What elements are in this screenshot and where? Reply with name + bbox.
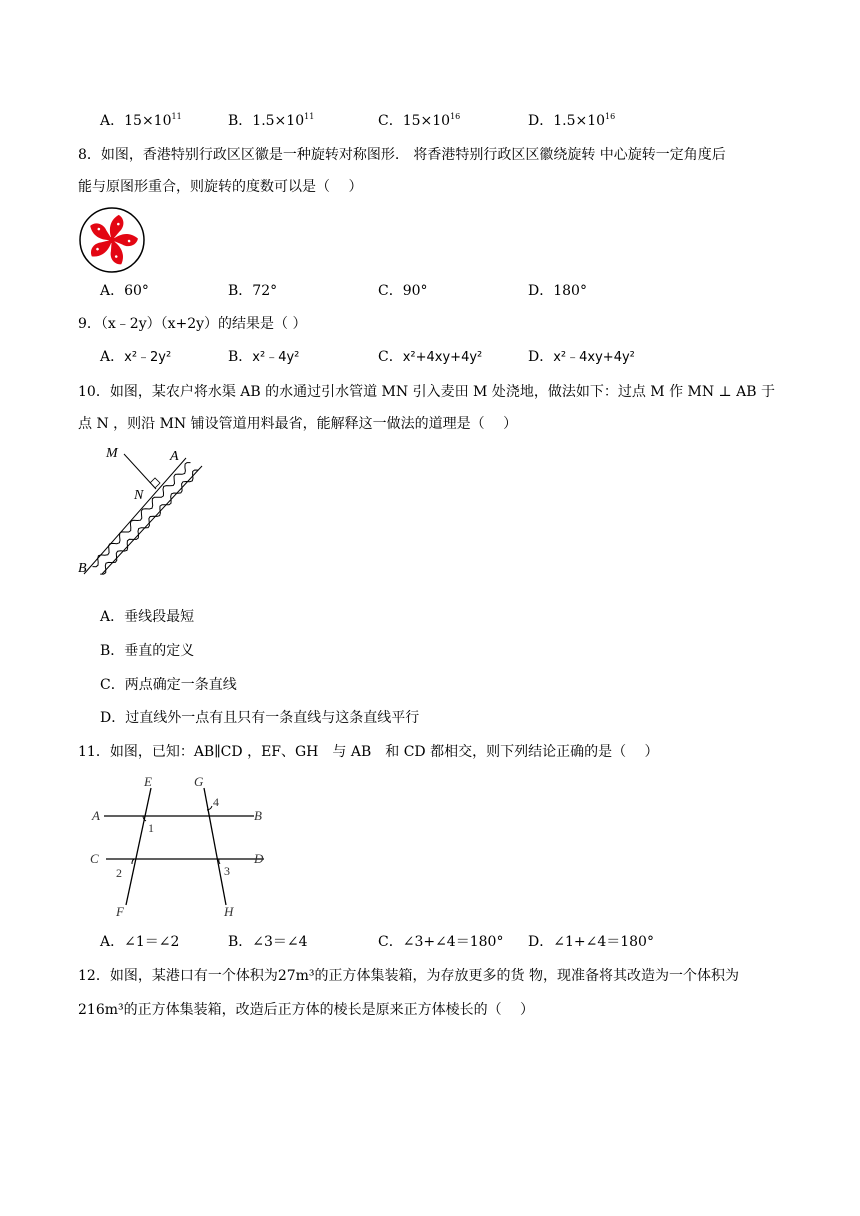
label-a: A [170, 449, 179, 464]
q10-option-a[interactable]: A．垂线段最短 [100, 609, 195, 625]
label-d: D [254, 851, 264, 866]
angle-4-label: 4 [213, 795, 219, 809]
q7-option-d[interactable]: D．$1.5\times 10^{16}$ [528, 112, 616, 129]
q9-option-d[interactable]: D．x²﹣4xy+4y² [528, 349, 635, 365]
label-b: B [78, 561, 87, 576]
q10-option-c[interactable]: C．两点确定一条直线 [100, 677, 237, 693]
q9-option-c[interactable]: C．x²+4xy+4y² [378, 349, 483, 365]
q7-option-b[interactable]: B．$1.5\times 10^{11}$ [228, 112, 315, 129]
label-a: A [92, 808, 100, 823]
q8-stem-line2: 能与原图形重合，则旋转的度数可以是（ ） [78, 179, 363, 195]
q8-options [100, 281, 800, 301]
label-f: F [116, 904, 124, 919]
q11-option-b[interactable]: B．∠3＝∠4 [228, 934, 308, 950]
q8-option-a[interactable]: A．60° [100, 283, 149, 299]
q7-options [100, 111, 800, 131]
parallel-lines-figure [86, 770, 276, 922]
q10-option-b[interactable]: B．垂直的定义 [100, 643, 195, 659]
q9-stem: 9．（x﹣2y）（x+2y）的结果是（ ） [78, 316, 307, 332]
q11-stem: 11．如图，已知：AB∥CD ，EF、GH 与 AB 和 CD 都相交，则下列结论正确的是（ ） [78, 744, 659, 760]
q8-option-c[interactable]: C．90° [378, 283, 428, 299]
q11-option-c[interactable]: C．∠3+∠4＝180° [378, 934, 504, 950]
q12-stem-line2: 216m³的正方体集装箱，改造后正方体的棱长是原来正方体棱长的（ ） [78, 1002, 535, 1018]
angle-3-label: 3 [224, 864, 230, 878]
label-n: N [134, 488, 144, 503]
q8-option-b[interactable]: B．72° [228, 283, 278, 299]
label-g: G [194, 774, 204, 789]
q8-stem-line1: 8．如图，香港特别行政区区徽是一种旋转对称图形. 将香港特别行政区区徽绕旋转 中心旋转一定角度后 [78, 147, 726, 163]
q11-options [100, 932, 800, 952]
label-e: E [144, 774, 152, 789]
angle-2-label: 2 [116, 866, 122, 880]
label-h: H [224, 904, 234, 919]
q10-stem-line2: 点 N ，则沿 MN 铺设管道用料最省，能解释这一做法的道理是（ ） [78, 416, 518, 432]
q10-option-d[interactable]: D．过直线外一点有且只有一条直线与这条直线平行 [100, 710, 420, 726]
canal-figure [74, 440, 214, 580]
q8-option-d[interactable]: D．180° [528, 283, 587, 299]
label-m: M [106, 446, 118, 461]
hong-kong-emblem-icon [78, 206, 146, 274]
q9-option-a[interactable]: A．x²﹣2y² [100, 349, 172, 365]
label-b: B [254, 808, 262, 823]
q11-option-d[interactable]: D．∠1+∠4＝180° [528, 934, 654, 950]
q10-stem-line1: 10．如图，某农户将水渠 AB 的水通过引水管道 MN 引入麦田 M 处浇地，做法如下：过点 M 作 MN ⊥ AB 于 [78, 384, 776, 400]
q7-option-c[interactable]: C．$15\times 10^{16}$ [378, 112, 461, 129]
q9-options [100, 347, 800, 367]
q11-option-a[interactable]: A．∠1＝∠2 [100, 934, 180, 950]
q7-option-a[interactable]: A．$15\times 10^{11}$ [100, 112, 182, 129]
label-c: C [90, 851, 99, 866]
q9-option-b[interactable]: B．x²﹣4y² [228, 349, 300, 365]
q12-stem-line1: 12．如图，某港口有一个体积为27m³的正方体集装箱，为存放更多的货 物，现准备将其改造为一个体积为 [78, 968, 739, 984]
angle-1-label: 1 [148, 821, 154, 835]
